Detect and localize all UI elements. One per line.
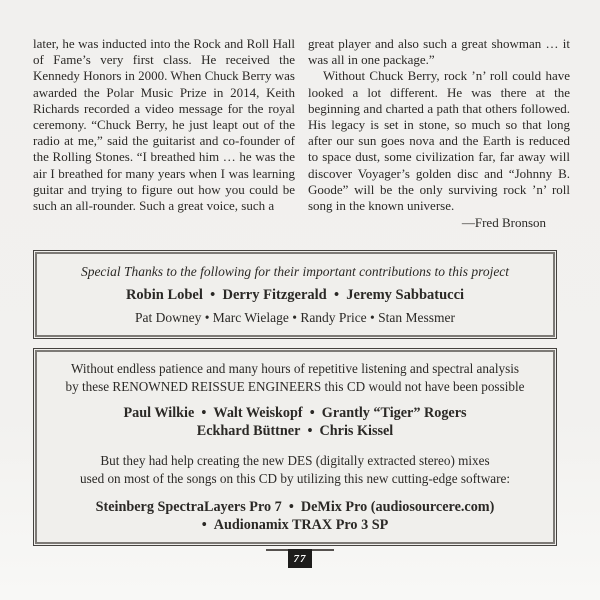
reissue-engineers-box <box>33 348 557 546</box>
reissue-engineers-box-inner <box>35 350 555 544</box>
page-number-badge <box>288 549 312 568</box>
special-thanks-box <box>33 250 557 339</box>
engineers-names-line-2: Eckhard Büttner • Chris Kissel <box>196 423 394 439</box>
software-list-line-2: • Audionamix TRAX Pro 3 SP <box>201 517 389 533</box>
special-thanks-names-secondary: Pat Downey • Marc Wielage • Randy Price • Stan Messmer <box>134 310 456 325</box>
engineers-intro-line-1: Without endless patience and many hours of repetitive listening and spectral analysis <box>70 361 520 376</box>
right-column-paragraph-1: great player and also such a great showman … it was all in one package.” <box>308 36 570 68</box>
special-thanks-box-inner <box>35 252 555 337</box>
article-body <box>33 36 570 231</box>
des-text-line-1: But they had help creating the new DES (digitally extracted stereo) mixes <box>100 453 490 468</box>
right-column <box>308 36 570 231</box>
special-thanks-intro: Special Thanks to the following for their important contributions to this project <box>80 264 510 279</box>
page-footer <box>0 549 600 579</box>
des-text-line-2: used on most of the songs on this CD by utilizing this new cutting-edge software: <box>79 471 510 486</box>
page-number: 77 <box>293 552 307 565</box>
left-column <box>33 36 295 231</box>
left-column-text: later, he was inducted into the Rock and Roll Hall of Fame’s very first class. He received the Kennedy Honors in 2000. When Chuck Berry was awarded the Polar Music Prize in 2014, Keith Richards recorded a video message for the royal ceremony. “Chuck Berry, he just leapt out of the radio at me,” said the guitarist and co-founder of the Rolling Stones. “I breathed him … he was the air I breathed for many years when I was learning guitar and trying to figure out how you could be such an all-rounder. Such a great voice, such a <box>33 36 295 214</box>
engineers-intro-line-2: by these RENOWNED REISSUE ENGINEERS this CD would not have been possible <box>65 379 525 394</box>
author-attribution: —Fred Bronson <box>461 215 546 231</box>
software-list-line-1: Steinberg SpectraLayers Pro 7 • DeMix Pro (audiosourcere.com) <box>95 499 495 515</box>
right-column-paragraph-2: Without Chuck Berry, rock ’n’ roll could have looked a lot different. He was there at the beginning and charted a path that others followed. His legacy is set in stone, so much so that long after our sun goes nova and the Earth is reduced to space dust, some civilization far, far away will discover Voyager’s golden disc and “Johnny B. Goode” will be the only surviving rock ’n’ roll song in the known universe. <box>308 68 570 214</box>
engineers-names-line-1: Paul Wilkie • Walt Weiskopf • Grantly “Tiger” Rogers <box>123 405 467 421</box>
special-thanks-names-primary: Robin Lobel • Derry Fitzgerald • Jeremy Sabbatucci <box>125 287 465 303</box>
